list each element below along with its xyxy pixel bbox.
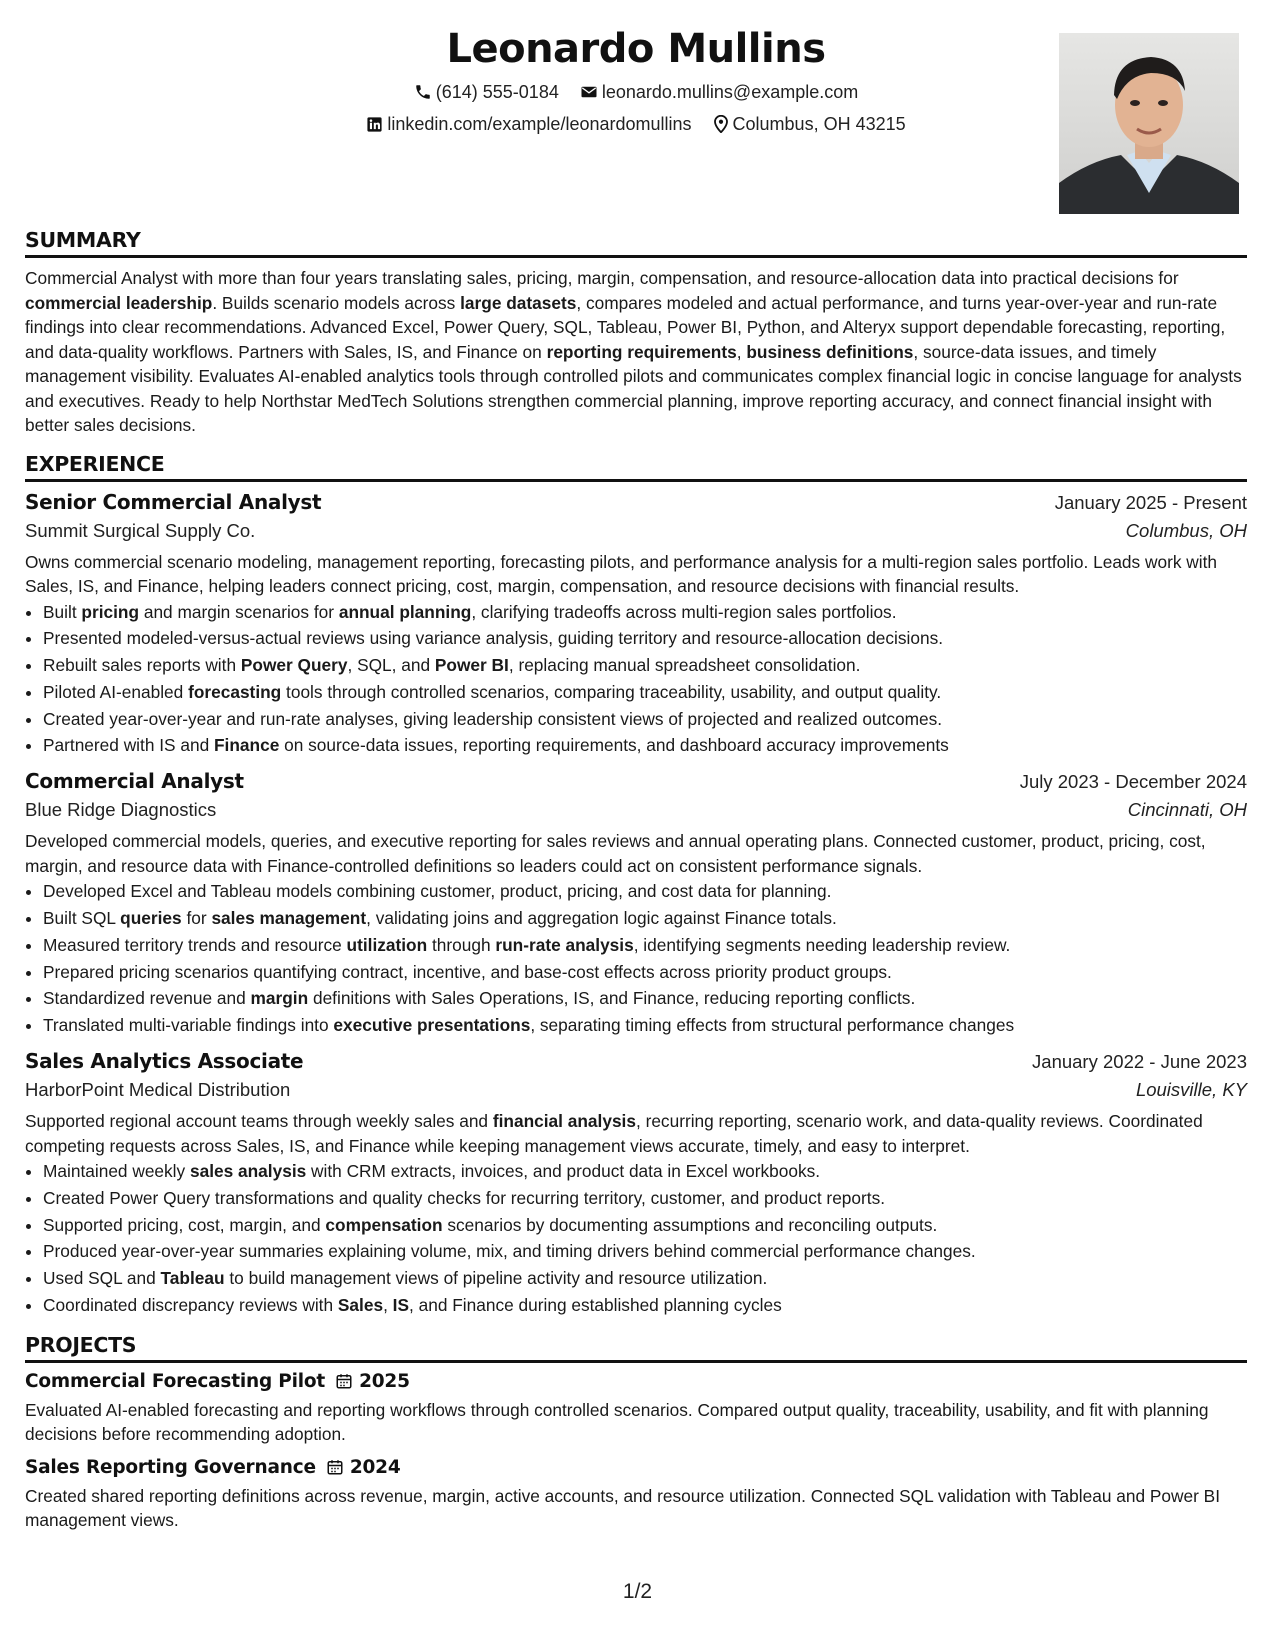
location-text: Columbus, OH 43215 bbox=[732, 113, 906, 134]
bullet-seg: with CRM extracts, invoices, and product data in Excel workbooks. bbox=[306, 1161, 821, 1182]
job-company-line bbox=[25, 520, 1247, 542]
summary-seg-bold: business definitions bbox=[746, 341, 914, 362]
bullet-seg: Standardized revenue and bbox=[43, 988, 251, 1009]
desc-seg: Supported regional account teams through weekly sales and bbox=[25, 1111, 493, 1132]
bullet-seg: , clarifying tradeoffs across multi-region sales portfolios. bbox=[471, 601, 897, 622]
bullet-seg-bold: sales analysis bbox=[189, 1161, 307, 1182]
bullet-seg-bold: forecasting bbox=[188, 681, 282, 702]
phone-text: (614) 555-0184 bbox=[435, 81, 559, 102]
bullet-seg-bold: executive presentations bbox=[333, 1015, 531, 1036]
job-company: HarborPoint Medical Distribution bbox=[25, 1079, 291, 1101]
bullet-seg: Developed Excel and Tableau models combining customer, product, pricing, and cost data for planning. bbox=[43, 881, 832, 902]
bullet-seg: Used SQL and bbox=[43, 1268, 161, 1289]
resume-header bbox=[25, 20, 1247, 228]
candidate-name: Leonardo Mullins bbox=[446, 26, 826, 72]
project-title-line bbox=[25, 1371, 1247, 1392]
job-title: Commercial Analyst bbox=[25, 769, 244, 794]
bullet-seg-bold: utilization bbox=[346, 934, 428, 955]
bullet-seg: Supported pricing, cost, margin, and bbox=[43, 1214, 326, 1235]
bullet-seg-bold: IS bbox=[392, 1295, 409, 1316]
bullet-seg: , and Finance during established planning cycles bbox=[409, 1295, 782, 1316]
bullet-seg: to build management views of pipeline activity and resource utilization. bbox=[224, 1268, 768, 1289]
job-title: Sales Analytics Associate bbox=[25, 1049, 304, 1074]
bullet-seg: Measured territory trends and resource bbox=[43, 934, 347, 955]
summary-seg: Commercial Analyst with more than four years translating sales, pricing, margin, compensation, and resource-allocation data into practical decisions for bbox=[25, 268, 1179, 288]
bullet-seg-bold: compensation bbox=[325, 1214, 443, 1235]
email-icon bbox=[580, 83, 598, 101]
bullet-seg: Presented modeled-versus-actual reviews using variance analysis, guiding territory and resource-allocation decisions. bbox=[43, 628, 944, 649]
bullet-seg-bold: pricing bbox=[81, 601, 140, 622]
job-header-line bbox=[25, 490, 1247, 514]
project-year: 2025 bbox=[359, 1370, 410, 1392]
project-entry bbox=[25, 1371, 1247, 1447]
bullet-seg: on source-data issues, reporting requirements, and dashboard accuracy improvements bbox=[279, 735, 949, 756]
desc-seg-bold: financial analysis bbox=[492, 1111, 636, 1132]
bullet-item bbox=[43, 1185, 1247, 1212]
project-title: Sales Reporting Governance bbox=[25, 1456, 316, 1478]
bullet-seg: and margin scenarios for bbox=[139, 601, 339, 622]
job-location: Cincinnati, OH bbox=[1127, 799, 1247, 821]
bullet-seg-bold: Sales bbox=[337, 1295, 384, 1316]
bullet-item bbox=[43, 679, 1247, 706]
job-header-line bbox=[25, 769, 1247, 793]
bullet-seg: scenarios by documenting assumptions and reconciling outputs. bbox=[442, 1214, 938, 1235]
job-company: Blue Ridge Diagnostics bbox=[25, 799, 217, 821]
phone-icon bbox=[414, 83, 432, 101]
project-title-line bbox=[25, 1457, 1247, 1478]
bullet-item bbox=[43, 706, 1247, 733]
page-number: 1/2 bbox=[622, 1580, 653, 1603]
bullet-item bbox=[43, 599, 1247, 626]
bullet-seg-bold: run-rate analysis bbox=[495, 934, 634, 955]
bullet-seg: for bbox=[181, 908, 212, 929]
experience-heading: EXPERIENCE bbox=[25, 452, 1247, 482]
summary-seg-bold: reporting requirements bbox=[546, 341, 737, 362]
summary-text bbox=[25, 266, 1247, 438]
bullet-seg: definitions with Sales Operations, IS, and Finance, reducing reporting conflicts. bbox=[308, 988, 916, 1009]
job-location: Columbus, OH bbox=[1125, 519, 1247, 541]
bullet-item bbox=[43, 1292, 1247, 1319]
bullet-item bbox=[43, 1012, 1247, 1039]
bullet-item bbox=[43, 905, 1247, 932]
bullet-item bbox=[43, 1238, 1247, 1265]
bullet-seg-bold: Tableau bbox=[160, 1268, 225, 1289]
job-company: Summit Surgical Supply Co. bbox=[25, 519, 256, 541]
project-entry bbox=[25, 1457, 1247, 1533]
location-item bbox=[713, 114, 906, 135]
calendar-icon bbox=[335, 1372, 353, 1390]
summary-seg: , compares modeled and actual performance, and turns year-over-year and run-rate findings into clear recommendations. Advanced Excel, Power Query, SQL, Tableau, Power BI, Python, and Alteryx support dependable forecasting, reporting, and data-quality workflows. Partners with Sales, IS, and Finance on bbox=[25, 292, 1226, 362]
bullet-seg: through bbox=[427, 934, 496, 955]
bullet-seg: Partnered with IS and bbox=[43, 735, 214, 756]
bullet-seg: , validating joins and aggregation logic against Finance totals. bbox=[366, 908, 837, 929]
bullet-seg: Created year-over-year and run-rate analyses, giving leadership consistent views of projected and realized outcomes. bbox=[43, 708, 943, 729]
email-item[interactable] bbox=[580, 82, 858, 103]
bullet-seg: , SQL, and bbox=[347, 655, 435, 676]
bullet-seg-bold: queries bbox=[120, 908, 182, 929]
linkedin-item[interactable] bbox=[366, 114, 691, 135]
job-description bbox=[25, 1109, 1247, 1158]
job-company-line bbox=[25, 1079, 1247, 1101]
bullet-seg: Produced year-over-year summaries explaining volume, mix, and timing drivers behind commercial performance changes. bbox=[43, 1241, 976, 1262]
bullet-item bbox=[43, 959, 1247, 986]
bullet-seg-bold: annual planning bbox=[338, 601, 472, 622]
bullet-item bbox=[43, 625, 1247, 652]
job-entry bbox=[25, 490, 1247, 760]
bullet-seg: , separating timing effects from structural performance changes bbox=[530, 1015, 1015, 1036]
desc-seg: , recurring reporting, scenario work, and data-quality reviews. Coordinated competing requests across Sales, IS, and Finance while keeping management views accurate, timely, and easy to interpret. bbox=[25, 1111, 1203, 1156]
linkedin-text[interactable]: linkedin.com/example/leonardomullins bbox=[387, 113, 692, 134]
job-dates: July 2023 - December 2024 bbox=[1019, 771, 1247, 793]
resume-page bbox=[25, 20, 1247, 1533]
project-year: 2024 bbox=[349, 1456, 401, 1478]
bullet-seg: , replacing manual spreadsheet consolidation. bbox=[508, 655, 861, 676]
job-description: Developed commercial models, queries, and executive reporting for sales reviews and annual operating plans. Connected customer, product, pricing, cost, margin, and resource data with Finance-controlled definitions so leaders could act on consistent performance signals. bbox=[25, 831, 1206, 876]
bullet-item bbox=[43, 1265, 1247, 1292]
job-bullets bbox=[25, 599, 1247, 760]
bullet-seg-bold: Power BI bbox=[434, 655, 509, 676]
job-dates: January 2025 - Present bbox=[1054, 491, 1247, 513]
bullet-seg: Maintained weekly bbox=[43, 1161, 190, 1182]
job-entry bbox=[25, 1049, 1247, 1319]
bullet-item bbox=[43, 985, 1247, 1012]
job-description: Owns commercial scenario modeling, management reporting, forecasting pilots, and performance analysis for a multi-region sales portfolio. Leads work with Sales, IS, and Finance, helping leaders connect pricing, cost, margin, compensation, and resource decisions with financial results. bbox=[25, 551, 1218, 596]
project-title: Commercial Forecasting Pilot bbox=[25, 1370, 326, 1392]
bullet-seg: Coordinated discrepancy reviews with bbox=[43, 1295, 338, 1316]
job-location: Louisville, KY bbox=[1135, 1079, 1247, 1101]
phone-item bbox=[414, 82, 559, 103]
summary-seg-bold: large datasets bbox=[460, 292, 577, 313]
bullet-seg: Built bbox=[43, 601, 82, 622]
map-pin-icon bbox=[713, 115, 729, 133]
bullet-item bbox=[43, 652, 1247, 679]
job-header-line bbox=[25, 1049, 1247, 1073]
summary-seg: . Builds scenario models across bbox=[212, 292, 461, 313]
project-description: Created shared reporting definitions across revenue, margin, active accounts, and resource utilization. Connected SQL validation with Tableau and Power BI management views. bbox=[25, 1485, 1221, 1531]
bullet-seg: Built SQL bbox=[43, 908, 121, 929]
bullet-seg: Rebuilt sales reports with bbox=[43, 655, 241, 676]
bullet-seg: , bbox=[383, 1295, 393, 1316]
experience-section bbox=[25, 452, 1247, 1319]
project-description: Evaluated AI-enabled forecasting and reporting workflows through controlled scenarios. Compared output quality, traceability, usability, and fit with planning decisions before recommending adoption. bbox=[25, 1399, 1209, 1445]
bullet-seg: , identifying segments needing leadership review. bbox=[633, 934, 1011, 955]
bullet-seg-bold: Power Query bbox=[240, 655, 348, 676]
job-company-line bbox=[25, 799, 1247, 821]
bullet-seg-bold: margin bbox=[250, 988, 309, 1009]
job-bullets bbox=[25, 1158, 1247, 1319]
summary-seg: , bbox=[736, 341, 747, 362]
job-dates: January 2022 - June 2023 bbox=[1032, 1051, 1247, 1073]
job-bullets bbox=[25, 878, 1247, 1039]
email-text[interactable]: leonardo.mullins@example.com bbox=[601, 81, 859, 102]
bullet-seg: Translated multi-variable findings into bbox=[43, 1015, 334, 1036]
bullet-seg: tools through controlled scenarios, comparing traceability, usability, and output quality. bbox=[281, 681, 942, 702]
bullet-seg: Created Power Query transformations and quality checks for recurring territory, customer, and product reports. bbox=[43, 1187, 886, 1208]
projects-section bbox=[25, 1333, 1247, 1533]
bullet-item bbox=[43, 932, 1247, 959]
bullet-item bbox=[43, 732, 1247, 759]
job-entry bbox=[25, 769, 1247, 1039]
calendar-icon bbox=[326, 1458, 344, 1476]
profile-photo bbox=[1059, 33, 1239, 214]
linkedin-icon bbox=[366, 116, 383, 133]
summary-heading: SUMMARY bbox=[25, 228, 1247, 258]
summary-section bbox=[25, 228, 1247, 438]
bullet-item bbox=[43, 878, 1247, 905]
bullet-seg: Prepared pricing scenarios quantifying contract, incentive, and base-cost effects across priority product groups. bbox=[43, 961, 892, 982]
bullet-seg-bold: sales management bbox=[211, 908, 367, 929]
bullet-item bbox=[43, 1158, 1247, 1185]
bullet-seg-bold: Finance bbox=[214, 735, 280, 756]
summary-seg: , source-data issues, and timely management visibility. Evaluates AI-enabled analytics tools through controlled pilots and communicates complex financial logic in concise language for analysts and executives. Ready to help Northstar MedTech Solutions strengthen commercial planning, improve reporting accuracy, and connect financial insight with better sales decisions. bbox=[25, 341, 1242, 435]
projects-heading: PROJECTS bbox=[25, 1333, 1247, 1363]
job-title: Senior Commercial Analyst bbox=[25, 489, 322, 514]
summary-seg-bold: commercial leadership bbox=[25, 292, 213, 313]
bullet-seg: Piloted AI-enabled bbox=[43, 681, 189, 702]
bullet-item bbox=[43, 1212, 1247, 1239]
